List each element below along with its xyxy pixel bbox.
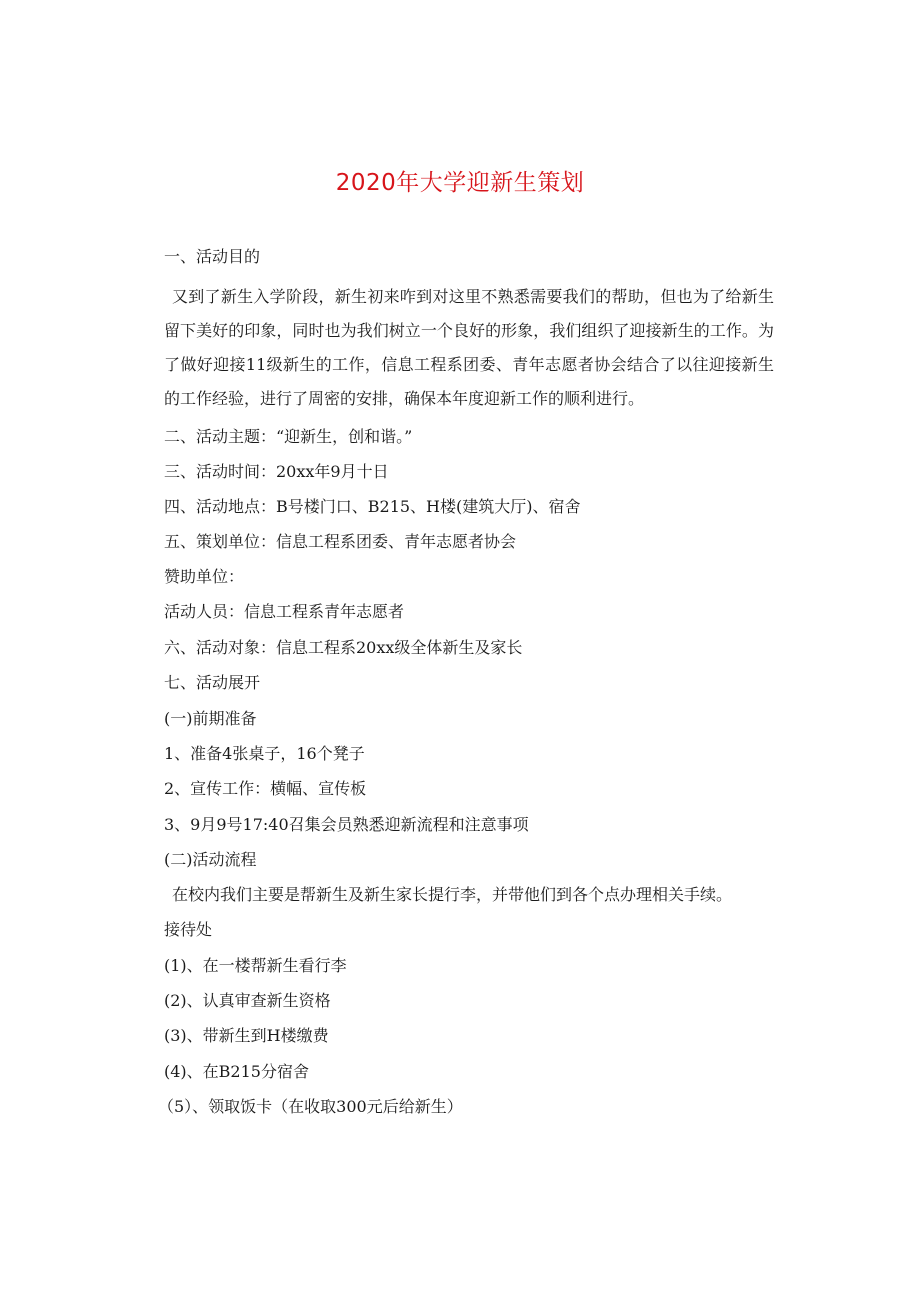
step-item-5: （5）、领取饭卡（在收取300元后给新生） xyxy=(158,1097,463,1116)
step-item-3: (3)、带新生到H楼缴费 xyxy=(164,1026,329,1045)
prep-item-1: 1、准备4张桌子，16个凳子 xyxy=(164,744,365,763)
develop-heading: 七、活动展开 xyxy=(164,673,261,692)
flow-heading: (二)活动流程 xyxy=(164,850,257,869)
prep-item-2: 2、宣传工作：横幅、宣传板 xyxy=(164,779,367,798)
reception-heading: 接待处 xyxy=(164,920,213,939)
prep-item-3: 3、9月9号17:40召集会员熟悉迎新流程和注意事项 xyxy=(164,815,529,834)
step-item-4: (4)、在B215分宿舍 xyxy=(164,1062,309,1081)
document-title: 2020年大学迎新生策划 xyxy=(335,170,585,196)
step-item-2: (2)、认真审查新生资格 xyxy=(164,991,331,1010)
step-item-1: (1)、在一楼帮新生看行李 xyxy=(164,956,347,975)
purpose-heading: 一、活动目的 xyxy=(164,247,261,266)
time-line: 三、活动时间：20xx年9月十日 xyxy=(164,462,389,481)
theme-line: 二、活动主题：“迎新生，创和谐。” xyxy=(164,427,413,446)
sponsor-line: 赞助单位： xyxy=(164,567,245,586)
audience-line: 六、活动对象：信息工程系20xx级全体新生及家长 xyxy=(164,638,523,657)
place-line: 四、活动地点：B号楼门口、B215、H楼(建筑大厅)、宿舍 xyxy=(164,497,581,516)
staff-line: 活动人员：信息工程系青年志愿者 xyxy=(164,602,405,621)
prep-heading: (一)前期准备 xyxy=(164,709,257,728)
purpose-paragraph: 又到了新生入学阶段，新生初来咋到对这里不熟悉需要我们的帮助，但也为了给新生留下美好的印象，同时也为我们树立一个良好的形象，我们组织了迎接新生的工作。为了做好迎接11级新生的工作，信息工程系团委、青年志愿者协会结合了以往迎接新生的工作经验，进行了周密的安排，确保本年度迎新工作的顺利进行。 xyxy=(164,287,774,408)
organizer-line: 五、策划单位：信息工程系团委、青年志愿者协会 xyxy=(164,532,517,551)
flow-paragraph: 在校内我们主要是帮新生及新生家长提行李，并带他们到各个点办理相关手续。 xyxy=(172,885,733,904)
